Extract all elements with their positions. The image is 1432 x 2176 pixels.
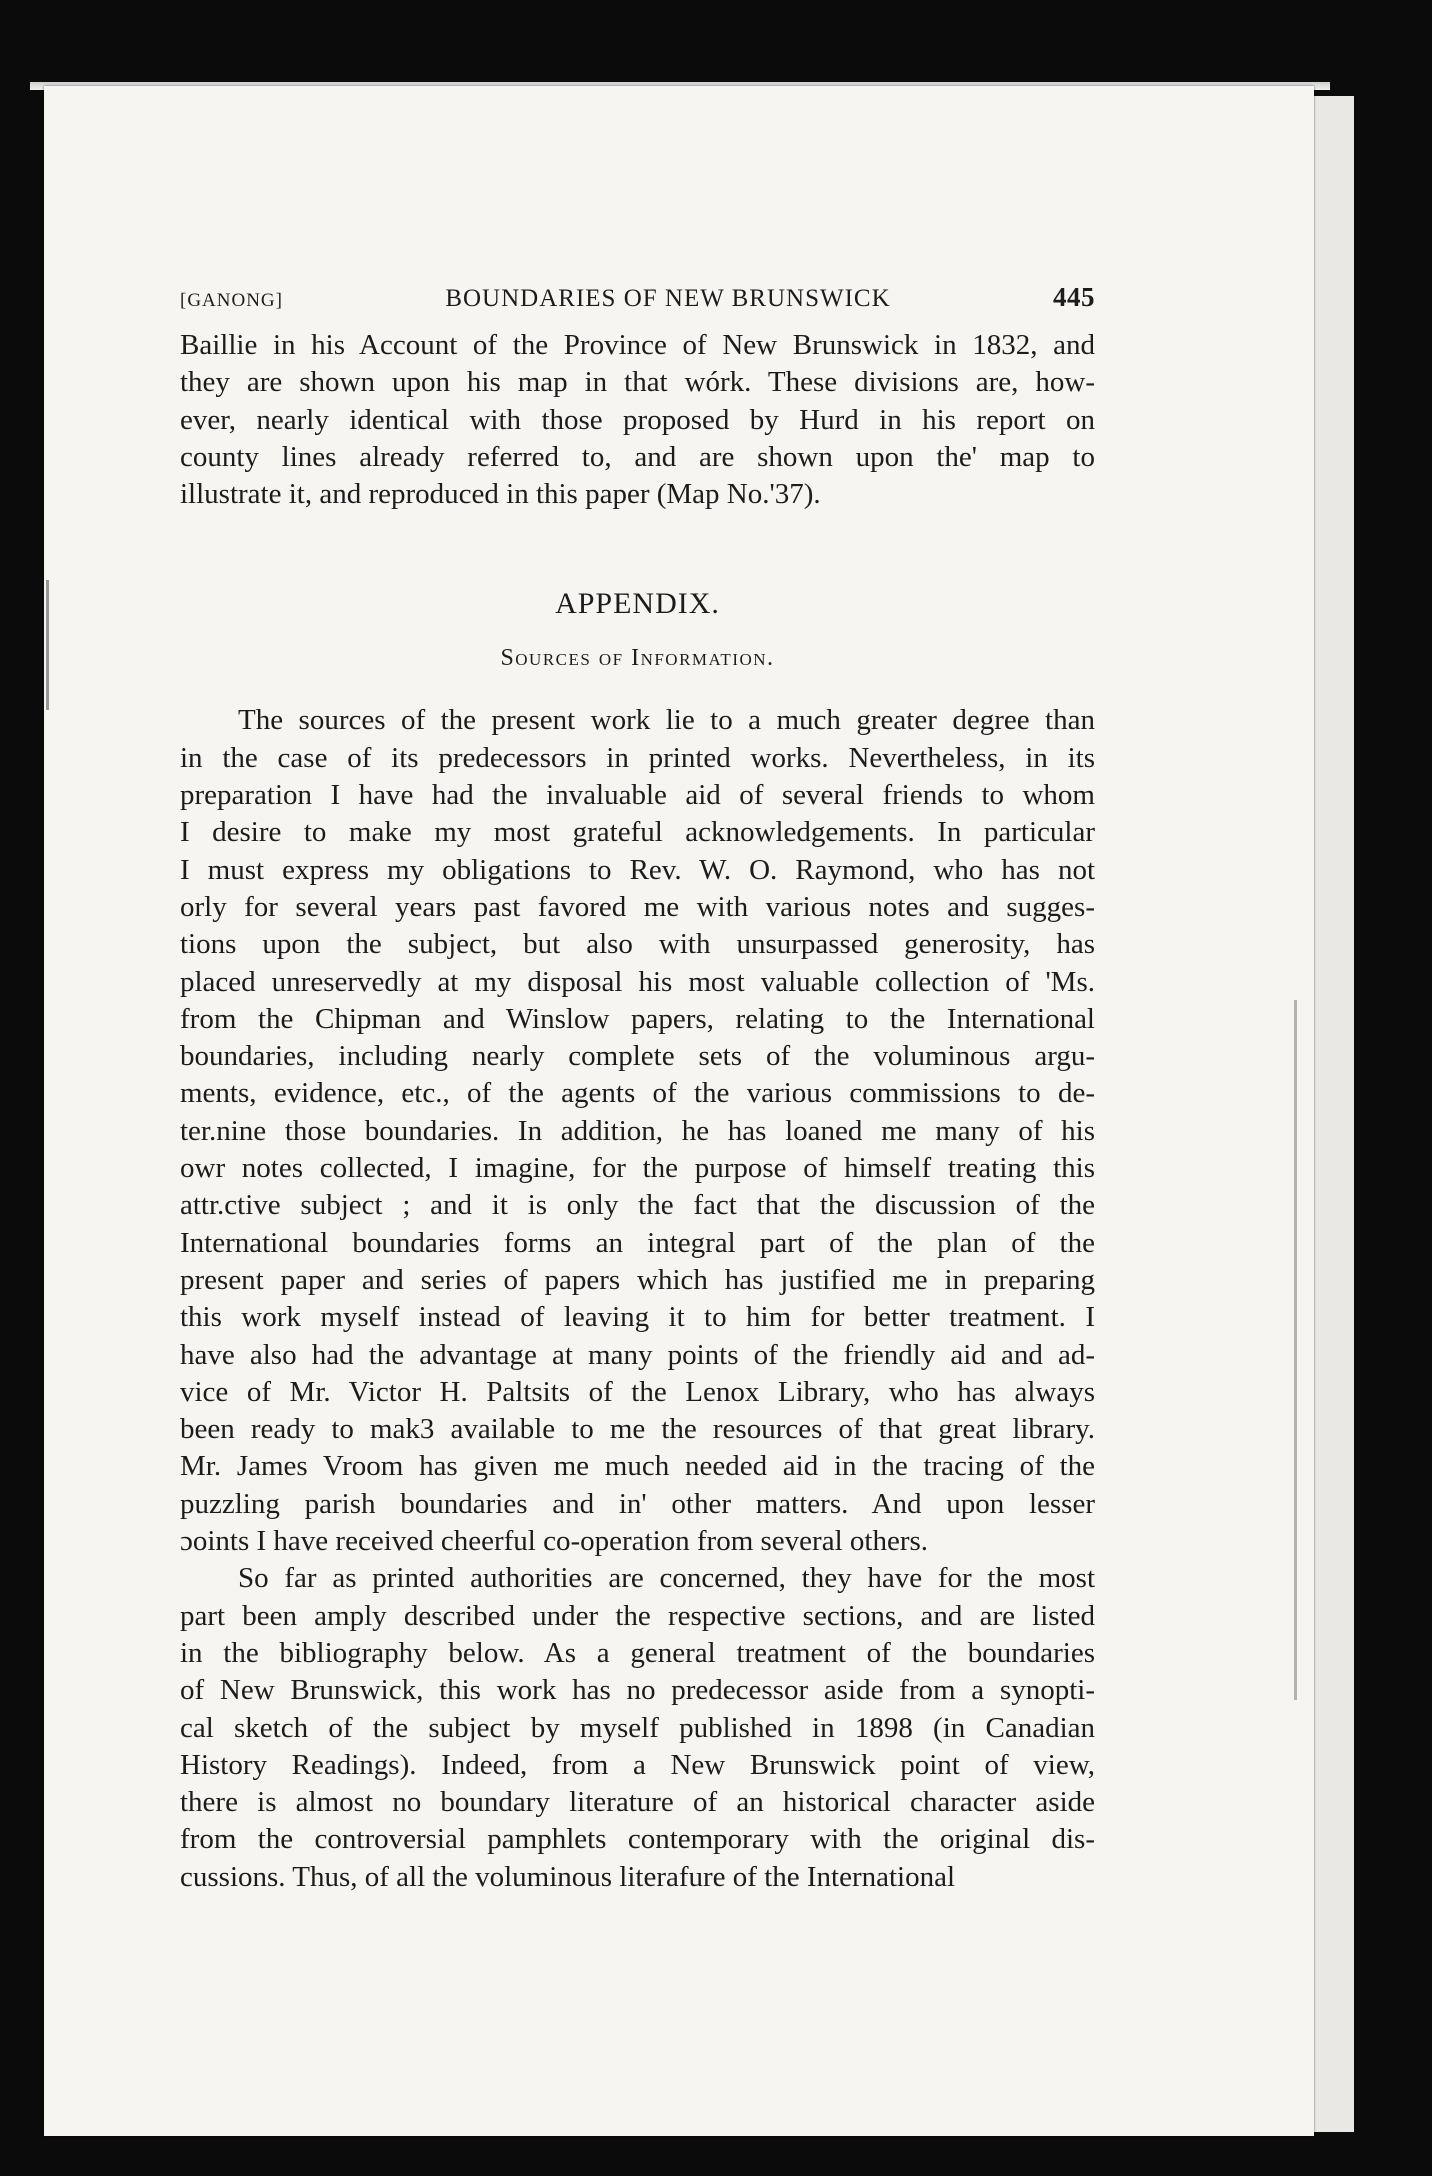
text-line: in the case of its predecessors in printed works. Nevertheless, in its — [180, 741, 1095, 774]
text-line: vice of Mr. Victor H. Paltsits of the Lenox Library, who has always — [180, 1375, 1095, 1408]
text-line: from the controversial pamphlets contemporary with the original dis- — [180, 1823, 1095, 1856]
text-line: from the Chipman and Winslow papers, relating to the International — [180, 1002, 1095, 1035]
sources-subheading: Sources of Information. — [500, 645, 775, 672]
text-line: History Readings). Indeed, from a New Brunswick point of view, — [180, 1748, 1095, 1781]
text-line: I desire to make my most grateful acknowledgements. In particular — [180, 816, 1095, 849]
text-line: The sources of the present work lie to a much greater degree than — [238, 704, 1095, 737]
text-line: ever, nearly identical with those proposed by Hurd in his report on — [180, 403, 1095, 436]
text-line: in the bibliography below. As a general treatment of the boundaries — [180, 1636, 1095, 1669]
text-line: cussions. Thus, of all the voluminous literafure of the International — [180, 1860, 956, 1893]
text-line: been ready to mak3 available to me the resources of that great library. — [180, 1413, 1095, 1446]
page-number: 445 — [1052, 282, 1095, 312]
page-content — [180, 282, 1095, 1896]
text-line: ments, evidence, etc., of the agents of the various commissions to de- — [180, 1077, 1095, 1110]
text-line: cal sketch of the subject by myself published in 1898 (in Canadian — [180, 1711, 1095, 1744]
running-head-title: BOUNDARIES OF NEW BRUNSWICK — [445, 285, 891, 312]
text-line: ter.nine those boundaries. In addition, he has loaned me many of his — [180, 1114, 1095, 1147]
text-line: illustrate it, and reproduced in this paper (Map No.'37). — [180, 478, 821, 511]
text-line: orly for several years past favored me with various notes and sugges- — [180, 890, 1095, 923]
text-line: boundaries, including nearly complete sets of the voluminous argu- — [180, 1040, 1095, 1073]
text-line: Mr. James Vroom has given me much needed aid in the tracing of the — [180, 1450, 1095, 1483]
text-line: International boundaries forms an integral part of the plan of the — [180, 1226, 1095, 1259]
text-line: preparation I have had the invaluable aid of several friends to whom — [180, 779, 1095, 812]
sources-paragraph-2 — [180, 1560, 1095, 1896]
left-margin-mark — [46, 580, 49, 710]
running-head-author: [GANONG] — [180, 290, 283, 311]
opening-paragraph — [180, 327, 1095, 513]
text-line: tions upon the subject, but also with unsurpassed generosity, has — [180, 928, 1095, 961]
text-line: of New Brunswick, this work has no predecessor aside from a synopti- — [180, 1674, 1095, 1707]
appendix-heading: APPENDIX. — [555, 587, 720, 621]
text-line: So far as printed authorities are concerned, they have for the most — [238, 1562, 1095, 1595]
text-line: they are shown upon his map in that wórk. These divisions are, how- — [180, 366, 1095, 399]
text-line: Baillie in his Account of the Province of New Brunswick in 1832, and — [180, 329, 1095, 361]
sources-paragraph-1 — [180, 702, 1095, 1560]
text-line: have also had the advantage at many points of the friendly aid and ad- — [180, 1338, 1095, 1371]
text-line: puzzling parish boundaries and in' other matters. And upon lesser — [180, 1487, 1095, 1520]
text-line: owr notes collected, I imagine, for the purpose of himself treating this — [180, 1152, 1095, 1185]
text-line: I must express my obligations to Rev. W. O. Raymond, who has not — [180, 853, 1095, 886]
text-line: part been amply described under the respective sections, and are listed — [180, 1599, 1095, 1632]
running-head — [180, 282, 1095, 313]
text-line: attr.ctive subject ; and it is only the fact that the discussion of the — [180, 1189, 1095, 1222]
text-line: this work myself instead of leaving it to him for better treatment. I — [180, 1301, 1095, 1334]
right-margin-mark — [1294, 1000, 1297, 1700]
text-line: there is almost no boundary literature of an historical character aside — [180, 1786, 1095, 1819]
text-line: placed unreservedly at my disposal his most valuable collection of 'Ms. — [180, 965, 1095, 998]
text-line: county lines already referred to, and are shown upon the' map to — [180, 440, 1095, 473]
text-line: present paper and series of papers which has justified me in preparing — [180, 1263, 1095, 1296]
text-line: ɔoints I have received cheerful co-operation from several others. — [180, 1525, 929, 1558]
